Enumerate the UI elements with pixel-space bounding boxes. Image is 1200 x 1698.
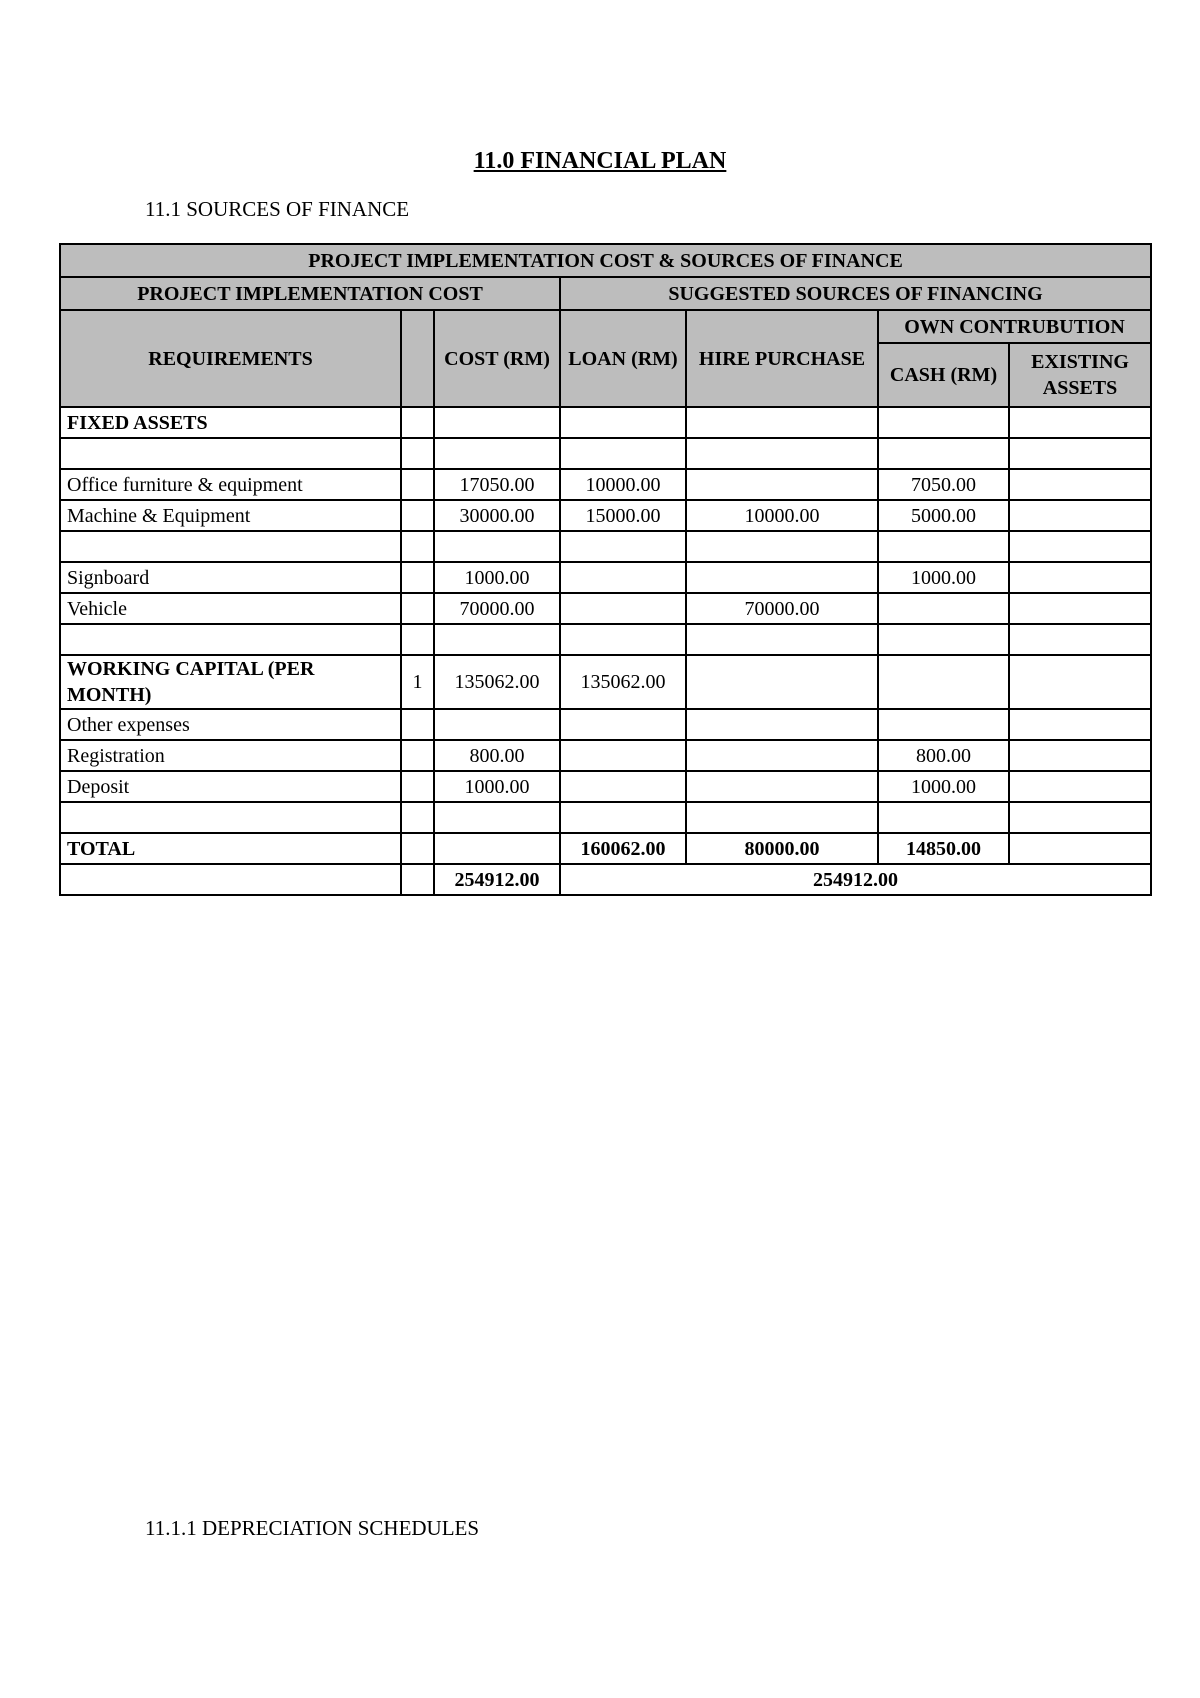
- cash-cell: [878, 709, 1009, 740]
- qty-cell: [401, 469, 434, 500]
- existing-assets-header: EXISTING ASSETS: [1009, 343, 1151, 407]
- table-row: [60, 500, 1151, 531]
- cost-cell: 70000.00: [434, 593, 560, 624]
- cash-cell: [878, 407, 1009, 438]
- hire-purchase-cell: [686, 709, 878, 740]
- hire-purchase-cell: [686, 624, 878, 655]
- loan-cell: 135062.00: [560, 655, 686, 709]
- hire-purchase-cell: 10000.00: [686, 500, 878, 531]
- cash-header: CASH (RM): [878, 343, 1009, 407]
- table-row: [60, 531, 1151, 562]
- loan-cell: [560, 740, 686, 771]
- requirement-cell: Other expenses: [60, 709, 401, 740]
- hire-purchase-cell: [686, 740, 878, 771]
- cash-cell: [878, 655, 1009, 709]
- financing-table: [59, 243, 1152, 896]
- requirement-cell: [60, 802, 401, 833]
- cash-cell: 5000.00: [878, 500, 1009, 531]
- cost-cell: 30000.00: [434, 500, 560, 531]
- total-cash: 14850.00: [878, 833, 1009, 864]
- qty-cell: [401, 593, 434, 624]
- existing-assets-cell: [1009, 709, 1151, 740]
- requirement-cell: Vehicle: [60, 593, 401, 624]
- cash-cell: [878, 624, 1009, 655]
- requirements-header: REQUIREMENTS: [60, 310, 401, 407]
- table-row: [60, 771, 1151, 802]
- qty-cell: [401, 407, 434, 438]
- cash-cell: 800.00: [878, 740, 1009, 771]
- qty-cell: [401, 500, 434, 531]
- loan-cell: [560, 802, 686, 833]
- cost-cell: [434, 438, 560, 469]
- loan-cell: [560, 562, 686, 593]
- existing-assets-cell: [1009, 624, 1151, 655]
- hire-purchase-cell: [686, 655, 878, 709]
- loan-cell: [560, 593, 686, 624]
- cost-cell: 800.00: [434, 740, 560, 771]
- table-row: [60, 562, 1151, 593]
- total-existing: [1009, 833, 1151, 864]
- qty-cell: [401, 740, 434, 771]
- requirement-cell: Registration: [60, 740, 401, 771]
- qty-cell: [401, 709, 434, 740]
- requirement-cell: Machine & Equipment: [60, 500, 401, 531]
- loan-cell: [560, 771, 686, 802]
- qty-cell: 1: [401, 655, 434, 709]
- requirement-cell: WORKING CAPITAL (PER MONTH): [60, 655, 401, 709]
- grand-total-qty: [401, 864, 434, 895]
- hire-purchase-cell: [686, 531, 878, 562]
- loan-cell: [560, 531, 686, 562]
- cost-cell: [434, 802, 560, 833]
- qty-cell: [401, 438, 434, 469]
- table-row: [60, 709, 1151, 740]
- table-row: [60, 740, 1151, 771]
- existing-assets-cell: [1009, 500, 1151, 531]
- grand-total-label: [60, 864, 401, 895]
- requirement-cell: [60, 531, 401, 562]
- cash-cell: [878, 593, 1009, 624]
- cash-cell: 1000.00: [878, 771, 1009, 802]
- cost-cell: 1000.00: [434, 771, 560, 802]
- table-row: [60, 593, 1151, 624]
- loan-cell: [560, 709, 686, 740]
- cost-cell: [434, 407, 560, 438]
- own-contribution-header: OWN CONTRUBUTION: [878, 310, 1151, 343]
- table-row: [60, 655, 1151, 709]
- qty-cell: [401, 562, 434, 593]
- grand-total-financing: 254912.00: [560, 864, 1151, 895]
- grand-total-row: [60, 864, 1151, 895]
- hire-purchase-cell: [686, 469, 878, 500]
- loan-cell: [560, 624, 686, 655]
- loan-cell: 10000.00: [560, 469, 686, 500]
- hire-purchase-cell: [686, 802, 878, 833]
- requirement-cell: Signboard: [60, 562, 401, 593]
- total-cost: [434, 833, 560, 864]
- cost-cell: 1000.00: [434, 562, 560, 593]
- table-row: [60, 624, 1151, 655]
- cash-cell: [878, 438, 1009, 469]
- loan-cell: 15000.00: [560, 500, 686, 531]
- existing-assets-cell: [1009, 407, 1151, 438]
- hire-purchase-cell: [686, 771, 878, 802]
- hire-purchase-cell: 70000.00: [686, 593, 878, 624]
- cash-cell: [878, 531, 1009, 562]
- total-row: [60, 833, 1151, 864]
- qty-cell: [401, 531, 434, 562]
- section-heading: 11.1 SOURCES OF FINANCE: [145, 197, 410, 221]
- loan-cell: [560, 407, 686, 438]
- existing-assets-cell: [1009, 655, 1151, 709]
- existing-assets-cell: [1009, 802, 1151, 833]
- requirement-cell: [60, 438, 401, 469]
- grand-total-cost: 254912.00: [434, 864, 560, 895]
- existing-assets-cell: [1009, 562, 1151, 593]
- depreciation-heading: 11.1.1 DEPRECIATION SCHEDULES: [145, 1516, 480, 1540]
- requirement-cell: [60, 624, 401, 655]
- qty-cell: [401, 624, 434, 655]
- cash-cell: [878, 802, 1009, 833]
- cost-cell: [434, 709, 560, 740]
- cash-cell: 7050.00: [878, 469, 1009, 500]
- page-title: 11.0 FINANCIAL PLAN: [473, 148, 727, 174]
- loan-header: LOAN (RM): [560, 310, 686, 407]
- cost-cell: [434, 624, 560, 655]
- hire-purchase-cell: [686, 562, 878, 593]
- left-group-header: PROJECT IMPLEMENTATION COST: [60, 277, 560, 310]
- table-row: [60, 407, 1151, 438]
- qty-cell: [401, 802, 434, 833]
- requirement-cell: Office furniture & equipment: [60, 469, 401, 500]
- qty-cell: [401, 771, 434, 802]
- table-row: [60, 469, 1151, 500]
- cost-cell: 135062.00: [434, 655, 560, 709]
- total-loan: 160062.00: [560, 833, 686, 864]
- total-label: TOTAL: [60, 833, 401, 864]
- existing-assets-cell: [1009, 771, 1151, 802]
- existing-assets-cell: [1009, 593, 1151, 624]
- existing-assets-cell: [1009, 438, 1151, 469]
- requirement-cell: Deposit: [60, 771, 401, 802]
- cost-header: COST (RM): [434, 310, 560, 407]
- total-qty: [401, 833, 434, 864]
- existing-assets-cell: [1009, 469, 1151, 500]
- hire-purchase-header: HIRE PURCHASE: [686, 310, 878, 407]
- table-row: [60, 802, 1151, 833]
- cost-cell: [434, 531, 560, 562]
- cash-cell: 1000.00: [878, 562, 1009, 593]
- table-row: [60, 438, 1151, 469]
- existing-assets-cell: [1009, 531, 1151, 562]
- table-main-header: PROJECT IMPLEMENTATION COST & SOURCES OF FINANCE: [60, 244, 1151, 277]
- total-hire-purchase: 80000.00: [686, 833, 878, 864]
- right-group-header: SUGGESTED SOURCES OF FINANCING: [560, 277, 1151, 310]
- qty-header: [401, 310, 434, 407]
- cost-cell: 17050.00: [434, 469, 560, 500]
- hire-purchase-cell: [686, 407, 878, 438]
- requirement-cell: FIXED ASSETS: [60, 407, 401, 438]
- hire-purchase-cell: [686, 438, 878, 469]
- existing-assets-cell: [1009, 740, 1151, 771]
- loan-cell: [560, 438, 686, 469]
